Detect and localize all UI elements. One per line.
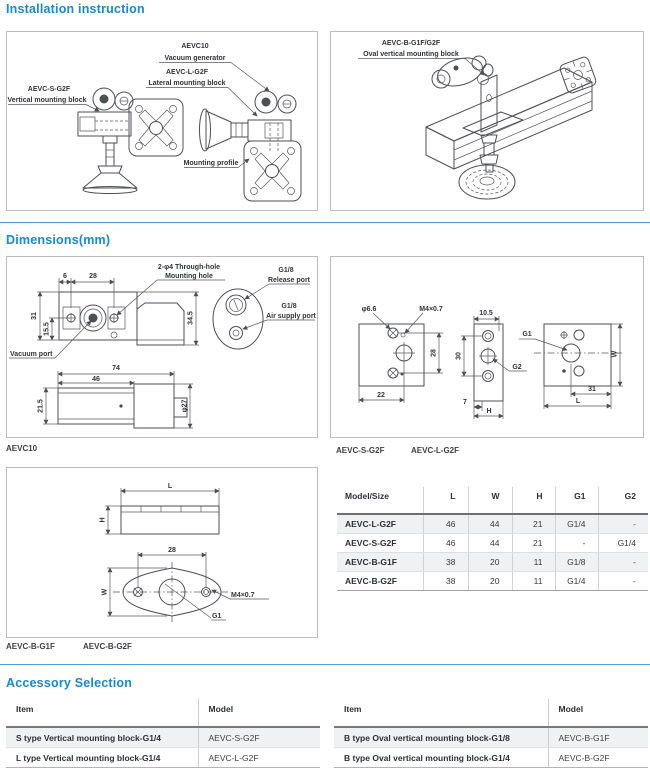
label-g1-blocks: G1 — [522, 331, 532, 338]
caption-aevc-b-g2f: AEVC-B-G2F — [83, 642, 132, 651]
col-header-g1: G1 — [555, 487, 598, 514]
label-g18-air: G1/8 — [281, 303, 297, 310]
cell-g1: G1/4 — [555, 572, 598, 591]
dim-dia66: φ6.6 — [361, 306, 377, 313]
caption-aevc10: AEVC10 — [6, 444, 38, 453]
installation-drawing-oval-block — [331, 32, 643, 210]
callout-mounting-hole: Mounting hole — [165, 273, 213, 280]
oval-block-flange-view — [102, 547, 270, 622]
model-size-table — [337, 487, 648, 591]
cell-g1: G1/4 — [555, 514, 598, 534]
cell-l: 38 — [423, 572, 468, 591]
callout-lateral-model: AEVC-L-G2F — [166, 69, 208, 76]
callout-oval-name: Oval vertical mounting block — [363, 51, 459, 58]
installation-diagram-box-right — [330, 31, 644, 211]
col-header-l: L — [423, 487, 468, 514]
cell-l: 46 — [423, 534, 468, 553]
mounting-profile-1-drawing — [129, 99, 183, 156]
cell-g1: - — [555, 534, 598, 553]
callout-vacuum-port: Vacuum port — [10, 351, 53, 358]
callout-aevc10-name: Vacuum generator — [164, 55, 226, 62]
cell-g1: G1/8 — [555, 553, 598, 572]
cell-model: AEVC-S-G2F — [198, 727, 320, 748]
col-header-model: Model — [198, 699, 320, 727]
cell-model: AEVC-B-G2F — [337, 572, 423, 591]
caption-aevc-s-g2f: AEVC-S-G2F — [336, 446, 385, 455]
cell-g2: - — [598, 514, 648, 534]
section-title-accessory: Accessory Selection — [6, 676, 133, 690]
lateral-assembly-drawing — [200, 91, 297, 152]
dim-28-blocks: 28 — [430, 349, 438, 357]
dim-dia27: φ27 — [181, 399, 189, 413]
section-title-installation: Installation instruction — [6, 2, 145, 16]
table-row — [337, 572, 648, 591]
dim-30: 30 — [455, 352, 463, 360]
dim-28-oval: 28 — [168, 547, 176, 554]
aevc10-top-view — [59, 292, 184, 345]
table-row — [6, 727, 320, 748]
table-row — [337, 514, 648, 534]
blocks-dimension-drawing — [331, 257, 643, 437]
cell-item: L type Vertical mounting block-G1/4 — [6, 748, 198, 768]
aevc10-end-view — [213, 267, 317, 349]
dim-28: 28 — [89, 273, 97, 280]
dim-l-oval: L — [167, 483, 173, 490]
cell-g2: - — [598, 572, 648, 591]
dim-10-5: 10.5 — [479, 310, 493, 317]
col-header-g2: G2 — [598, 487, 648, 514]
col-header-h: H — [512, 487, 555, 514]
accessory-header-row — [6, 699, 320, 727]
caption-aevc-l-g2f: AEVC-L-G2F — [411, 446, 459, 455]
cell-h: 11 — [512, 572, 555, 591]
dim-31: 31 — [31, 312, 38, 320]
aevc10-top-dims — [9, 264, 225, 358]
cell-model: AEVC-B-G2F — [548, 748, 648, 768]
cell-h: 21 — [512, 514, 555, 534]
label-g2: G2 — [512, 364, 522, 371]
cell-w: 20 — [468, 572, 512, 591]
cell-g2: - — [598, 553, 648, 572]
label-release-port: Release port — [267, 277, 311, 284]
label-g1-oval: G1 — [212, 613, 222, 620]
accessory-table-left — [6, 699, 320, 768]
oval-block-side-view — [100, 483, 220, 534]
dim-l-blocks: L — [575, 398, 581, 405]
callout-mounting-profile: Mounting profile — [183, 160, 239, 167]
accessory-table-right — [334, 699, 648, 768]
cell-model: AEVC-B-G1F — [337, 553, 423, 572]
block-side-view — [456, 310, 528, 419]
dim-h-oval: H — [99, 517, 107, 523]
dimensions-box-blocks — [330, 256, 644, 438]
table-row — [6, 748, 320, 768]
cell-item: B type Oval vertical mounting block-G1/4 — [334, 748, 548, 768]
callout-oval-model: AEVC-B-G1F/G2F — [381, 40, 441, 47]
cell-w: 20 — [468, 553, 512, 572]
callout-lateral-name: Lateral mounting block — [148, 80, 226, 87]
dim-15-5: 15.5 — [43, 322, 51, 336]
callout-through-hole: 2-φ4 Through-hole — [157, 264, 221, 271]
oval-block-dimension-drawing — [7, 468, 317, 637]
col-header-w: W — [468, 487, 512, 514]
vertical-assembly-drawing — [78, 88, 137, 194]
cell-model: AEVC-L-G2F — [198, 748, 320, 768]
table-row — [334, 727, 648, 748]
cell-w: 44 — [468, 514, 512, 534]
cell-model: AEVC-S-G2F — [337, 534, 423, 553]
dim-34-5: 34.5 — [187, 311, 195, 325]
cell-item: S type Vertical mounting block-G1/4 — [6, 727, 198, 748]
col-header-item: Item — [6, 699, 198, 727]
dim-22: 22 — [377, 392, 385, 399]
dim-m4-oval: M4×0.7 — [231, 592, 255, 599]
installation-diagram-box-left — [6, 31, 318, 211]
cell-model: AEVC-L-G2F — [337, 514, 423, 534]
label-air-supply-port: Air supply port — [266, 313, 316, 320]
section-divider-2 — [0, 664, 650, 665]
dimensions-box-aevc10 — [6, 256, 318, 438]
block-front-view — [359, 306, 443, 403]
dim-21-5: 21.5 — [37, 399, 45, 413]
cell-g2: G1/4 — [598, 534, 648, 553]
block-back-view — [519, 324, 623, 409]
dim-m4-blocks: M4×0.7 — [419, 306, 443, 313]
section-divider-1 — [0, 222, 650, 223]
col-header-model: Model — [548, 699, 648, 727]
dim-h-blocks: H — [486, 408, 492, 415]
cell-model: AEVC-B-G1F — [548, 727, 648, 748]
aevc10-side-view — [38, 365, 194, 428]
label-g18-release: G1/8 — [278, 267, 294, 274]
installation-drawing-vertical-lateral — [7, 32, 317, 210]
size-table-header-row — [337, 487, 648, 514]
aevc10-dimension-drawing — [7, 257, 317, 437]
cell-item: B type Oval vertical mounting block-G1/8 — [334, 727, 548, 748]
dimensions-box-oval — [6, 467, 318, 638]
caption-aevc-b-g1f: AEVC-B-G1F — [6, 642, 55, 651]
dim-31-blocks: 31 — [588, 386, 596, 393]
mounting-profile-2-drawing — [244, 141, 301, 201]
dim-w-blocks: W — [611, 350, 619, 358]
cell-w: 44 — [468, 534, 512, 553]
cell-h: 11 — [512, 553, 555, 572]
table-row — [334, 748, 648, 768]
cell-h: 21 — [512, 534, 555, 553]
cell-l: 38 — [423, 553, 468, 572]
dim-46: 46 — [92, 376, 100, 383]
section-title-dimensions: Dimensions(mm) — [6, 233, 111, 247]
dim-6: 6 — [63, 273, 67, 280]
callout-vertical-model: AEVC-S-G2F — [27, 86, 71, 93]
col-header-item: Item — [334, 699, 548, 727]
callout-aevc10-model: AEVC10 — [181, 43, 209, 50]
extrusion-bar-drawing — [426, 56, 597, 169]
callout-vertical-name: Vertical mounting block — [7, 97, 87, 104]
accessory-header-row — [334, 699, 648, 727]
dim-7: 7 — [463, 399, 467, 406]
table-row — [337, 553, 648, 572]
cell-l: 46 — [423, 514, 468, 534]
table-row — [337, 534, 648, 553]
col-header-model-size: Model/Size — [337, 487, 423, 514]
dim-w-oval: W — [101, 588, 109, 596]
dim-74: 74 — [112, 365, 120, 372]
